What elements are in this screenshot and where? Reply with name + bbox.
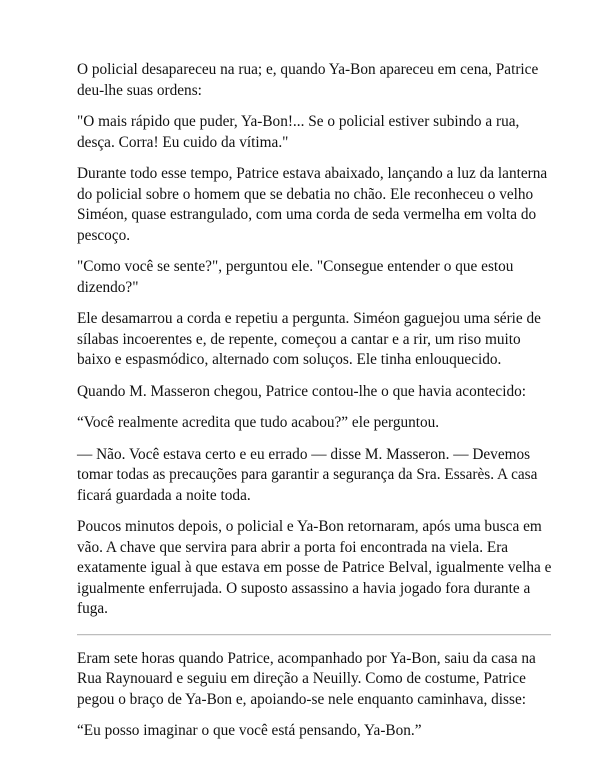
- paragraph: “Você realmente acredita que tudo acabou?” ele perguntou.: [77, 414, 440, 431]
- document-page: [77, 60, 557, 753]
- section-divider: [77, 634, 551, 636]
- paragraph: "O mais rápido que puder, Ya-Bon!... Se o policial estiver subindo a rua, desça. Corra! Eu cuido da vítima.": [77, 113, 520, 151]
- paragraph: Ele desamarrou a corda e repetiu a pergunta. Siméon gaguejou uma série de sílabas incoerentes e, de repente, começou a cantar e a rir, um riso muito baixo e espasmódico, alternado com soluços. Ele tinha enlouquecido.: [77, 310, 541, 368]
- paragraph: Eram sete horas quando Patrice, acompanhado por Ya-Bon, saiu da casa na Rua Raynouard e seguiu em direção a Neuilly. Como de costume, Patrice pegou o braço de Ya-Bon e, apoiando-se nele enquanto caminhava, disse:: [77, 649, 536, 708]
- paragraph: Durante todo esse tempo, Patrice estava abaixado, lançando a luz da lanterna do policial sobre o homem que se debatia no chão. Ele reconheceu o velho Siméon, quase estrangulado, com uma corda de seda vermelha em volta do pescoço.: [77, 165, 548, 244]
- paragraph: O policial desapareceu na rua; e, quando Ya-Bon apareceu em cena, Patrice deu-lhe suas ordens:: [77, 61, 539, 99]
- paragraph: Quando M. Masseron chegou, Patrice contou-lhe o que havia acontecido:: [77, 382, 526, 400]
- paragraph: — Não. Você estava certo e eu errado — disse M. Masseron. — Devemos tomar todas as precauções para garantir a segurança da Sra. Essarès. A casa ficará guardada a noite toda.: [77, 445, 538, 504]
- paragraph: "Como você se sente?", perguntou ele. "Consegue entender o que estou dizendo?": [77, 258, 514, 296]
- paragraph: “Eu posso imaginar o que você está pensando, Ya-Bon.”: [77, 722, 422, 739]
- paragraph: Poucos minutos depois, o policial e Ya-Bon retornaram, após uma busca em vão. A chave que servira para abrir a porta foi encontrada na viela. Era exatamente igual à que estava em posse de Patrice Belval, igualmente velha e igualmente enferrujada. O suposto assassino a havia jogado fora durante a fuga.: [77, 518, 552, 617]
